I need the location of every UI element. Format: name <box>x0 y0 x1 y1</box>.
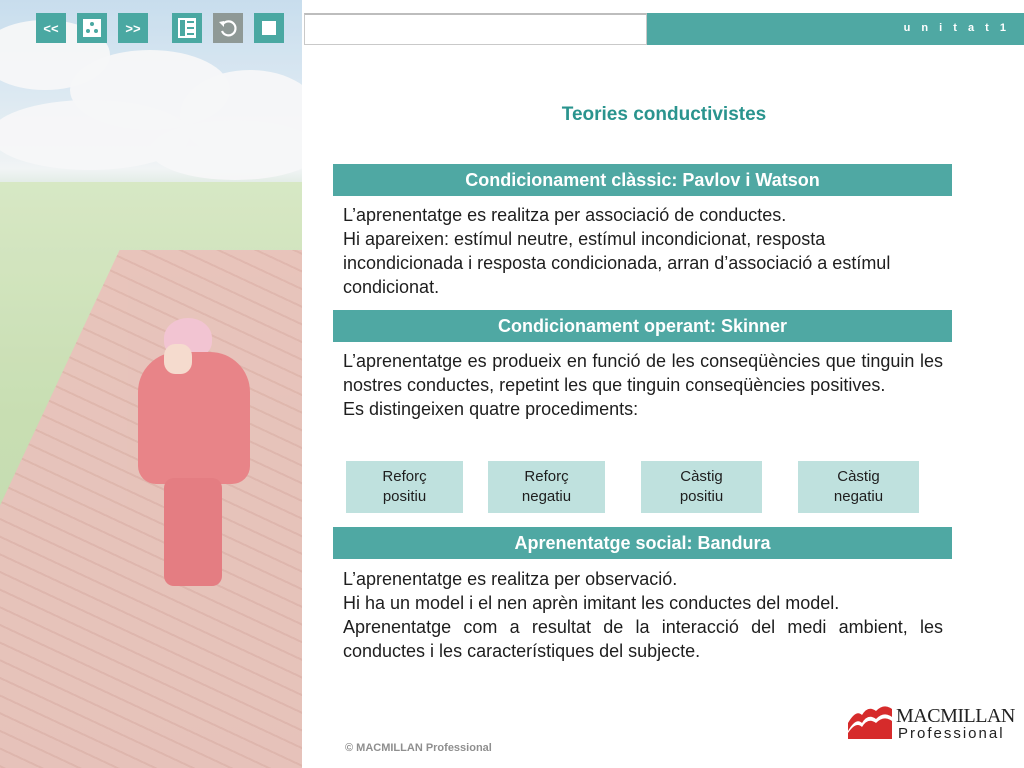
section-text-operant <box>343 349 943 421</box>
header-band <box>647 13 1024 45</box>
copyright-text: © MACMILLAN Professional <box>345 742 492 754</box>
procedure-box-positive-reinforcement <box>346 461 463 513</box>
navigation-toolbar <box>36 13 284 43</box>
previous-button[interactable] <box>36 13 66 43</box>
paragraph-line: L’aprenentatge es realitza per associació de conductes. <box>343 205 787 225</box>
page-title: Teories conductivistes <box>561 104 767 125</box>
procedure-label: negatiu <box>833 488 884 505</box>
procedure-label: Reforç <box>524 468 569 485</box>
procedure-label: positiu <box>382 488 427 505</box>
stop-icon <box>262 21 276 35</box>
section-text-social <box>343 567 943 663</box>
macmillan-logo <box>846 703 1015 745</box>
next-button[interactable] <box>118 13 148 43</box>
paragraph-line: L’aprenentatge es realitza per observació. <box>343 569 678 589</box>
procedure-box-positive-punishment <box>641 461 762 513</box>
cover-photo <box>0 0 302 768</box>
menu-button[interactable] <box>77 13 107 43</box>
procedure-label: Reforç <box>382 468 427 485</box>
section-text-classical <box>343 203 943 299</box>
procedure-label: Càstig <box>837 468 880 485</box>
next-label: >> <box>125 20 141 36</box>
header-title-box <box>304 13 647 45</box>
unit-label: u n i t a t 1 <box>903 22 1010 34</box>
procedure-label: positiu <box>679 488 724 505</box>
procedure-label: negatiu <box>521 488 572 505</box>
undo-icon <box>218 18 238 38</box>
paragraph-line: Hi apareixen: estímul neutre, estímul incondicionat, resposta incondicionada i resposta condicionada, arran d’associació a estímul condicionat. <box>343 229 891 297</box>
stop-button[interactable] <box>254 13 284 43</box>
paragraph-line: Hi ha un model i el nen aprèn imitant les conductes del model. <box>343 593 840 613</box>
index-button[interactable] <box>172 13 202 43</box>
procedure-box-negative-punishment <box>798 461 919 513</box>
paragraph-line: Es distingeixen quatre procediments: <box>343 399 639 419</box>
logo-brand: MACMILLAN <box>896 705 1015 727</box>
section-heading-social: Aprenentatge social: Bandura <box>333 527 952 559</box>
previous-label: << <box>43 20 59 36</box>
procedure-label: Càstig <box>680 468 723 485</box>
grid-dots-icon <box>83 19 101 37</box>
index-list-icon <box>178 18 196 38</box>
procedure-box-negative-reinforcement <box>488 461 605 513</box>
section-heading-operant: Condicionament operant: Skinner <box>333 310 952 342</box>
logo-subbrand: Professional <box>898 725 1005 742</box>
paragraph-line: Aprenentatge com a resultat de la interacció del medi ambient, les conductes i les característiques del subjecte. <box>343 617 943 661</box>
paragraph-line: L’aprenentatge es produeix en funció de les conseqüències que tinguin les nostres conductes, repetint les que tinguin conseqüències positives. <box>343 351 943 395</box>
section-heading-classical: Condicionament clàssic: Pavlov i Watson <box>333 164 952 196</box>
undo-button[interactable] <box>213 13 243 43</box>
macmillan-logo-icon <box>846 703 894 741</box>
